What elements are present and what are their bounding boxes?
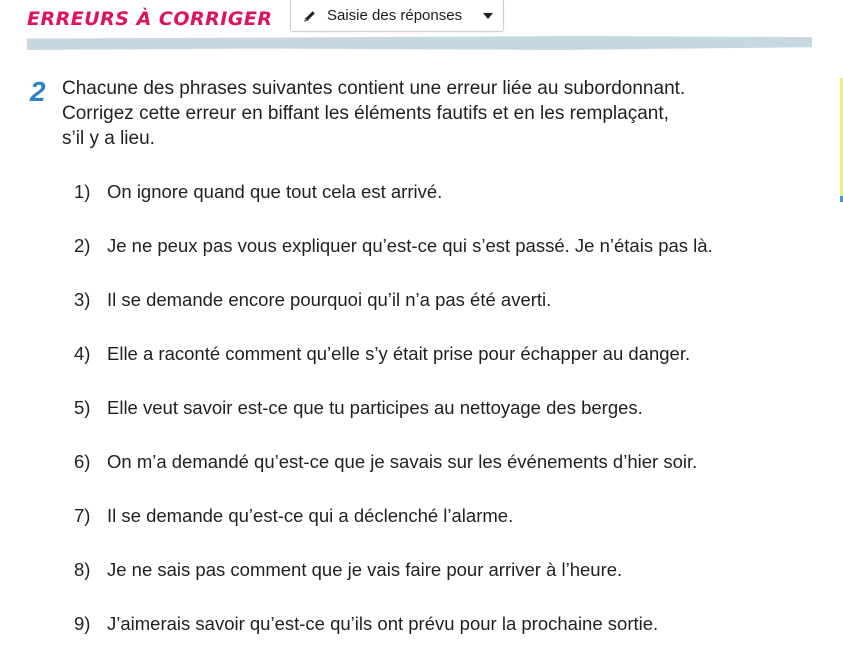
sentence-item[interactable] [74, 559, 622, 581]
header-banner [27, 36, 812, 50]
item-number: 1) [74, 181, 91, 202]
item-number: 3) [74, 289, 91, 310]
item-text: Il se demande encore pourquoi qu’il n’a pas été averti. [107, 289, 552, 310]
section-title: ERREURS À CORRIGER [27, 8, 273, 30]
answer-mode-dropdown[interactable] [290, 0, 504, 32]
item-number: 7) [74, 505, 91, 526]
item-text: Il se demande qu’est-ce qui a déclenché l’alarme. [107, 505, 514, 526]
sentence-item[interactable] [74, 235, 713, 257]
item-text: Je ne peux pas vous expliquer qu’est-ce qui s’est passé. Je n’étais pas là. [107, 235, 713, 256]
exercise-number: 2 [30, 76, 46, 107]
sentence-item[interactable] [74, 289, 551, 311]
item-text: Je ne sais pas comment que je vais faire pour arriver à l’heure. [107, 559, 623, 580]
sentence-item[interactable] [74, 451, 697, 473]
item-text: J’aimerais savoir qu’est-ce qu’ils ont prévu pour la prochaine sortie. [107, 613, 659, 634]
item-text: On ignore quand que tout cela est arrivé. [107, 181, 443, 202]
item-number: 6) [74, 451, 91, 472]
item-text: On m’a demandé qu’est-ce que je savais sur les événements d’hier soir. [107, 451, 698, 472]
instruction-line: Corrigez cette erreur en biffant les éléments fautifs et en les remplaçant, [62, 103, 669, 124]
item-text: Elle veut savoir est-ce que tu participes au nettoyage des berges. [107, 397, 643, 418]
sentence-item[interactable] [74, 505, 513, 527]
exercise-instruction [62, 76, 782, 151]
chevron-down-icon [483, 13, 493, 19]
instruction-line: Chacune des phrases suivantes contient une erreur liée au subordonnant. [62, 78, 686, 99]
item-text: Elle a raconté comment qu’elle s’y était prise pour échapper au danger. [107, 343, 691, 364]
sentence-item[interactable] [74, 613, 658, 635]
item-number: 8) [74, 559, 91, 580]
pencil-icon [303, 9, 317, 23]
item-number: 4) [74, 343, 91, 364]
item-number: 9) [74, 613, 91, 634]
sentence-item[interactable] [74, 181, 442, 203]
dropdown-label: Saisie des réponses [327, 7, 463, 24]
item-number: 5) [74, 397, 91, 418]
sentence-item[interactable] [74, 343, 690, 365]
item-number: 2) [74, 235, 91, 256]
instruction-line: s’il y a lieu. [62, 128, 155, 149]
sentence-item[interactable] [74, 397, 643, 419]
